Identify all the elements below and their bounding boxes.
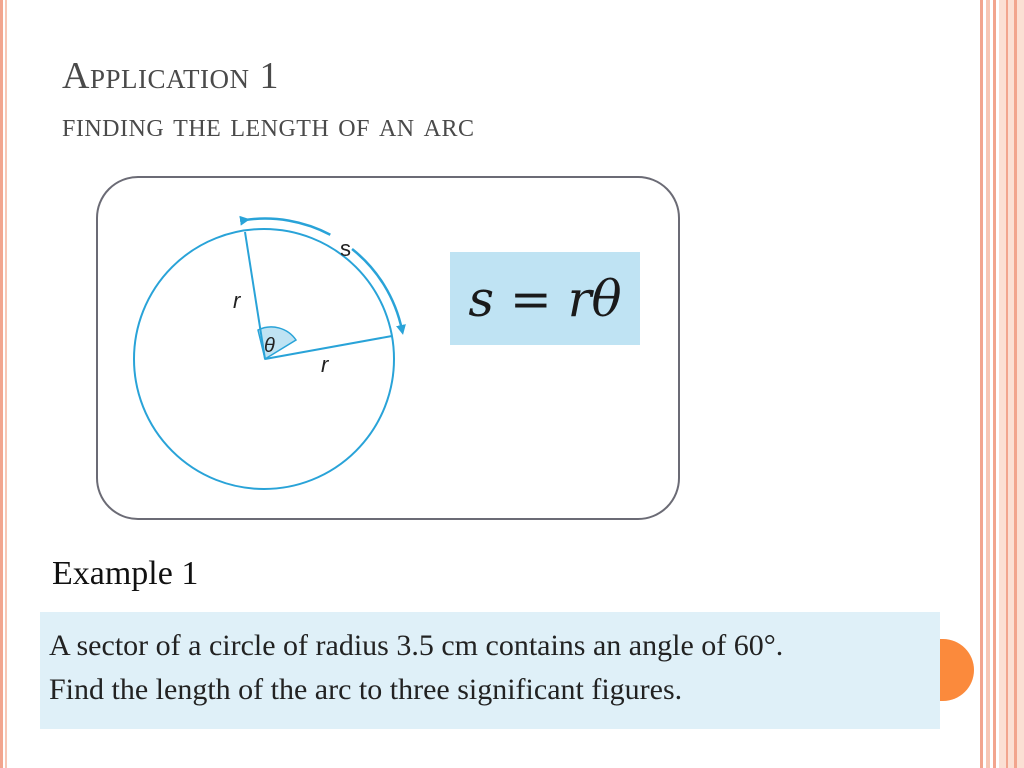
decor-circle: [938, 639, 974, 701]
arc-label: s: [340, 236, 351, 261]
left-decor-stripe: [5, 0, 7, 768]
title-line-1: Application 1: [62, 55, 279, 97]
radius-line-1: [245, 232, 265, 359]
right-decor-stripe: [993, 0, 996, 768]
arc-length-formula: s = rθ: [468, 269, 622, 328]
problem-line-1: A sector of a circle of radius 3.5 cm contains an angle of 60°.: [49, 629, 784, 662]
left-decor-stripe: [0, 0, 3, 768]
title-line-2: finding the length of an arc: [62, 107, 475, 144]
slide-title: [62, 57, 474, 143]
formula-box: [450, 252, 640, 345]
right-decor-stripe: [1014, 0, 1017, 768]
example-heading: Example 1: [52, 555, 199, 592]
right-decor-stripe: [1006, 0, 1008, 768]
right-decor-band: [999, 0, 1024, 768]
problem-statement: [40, 612, 940, 729]
right-decor-stripe: [986, 0, 990, 768]
arc-arrow: [245, 219, 402, 330]
right-decor-stripe: [980, 0, 983, 768]
problem-line-2: Find the length of the arc to three significant figures.: [49, 673, 683, 706]
radius-label-2: r: [321, 352, 329, 377]
arc-diagram: [96, 176, 680, 520]
radius-label-1: r: [233, 288, 241, 313]
angle-label: θ: [264, 335, 275, 357]
